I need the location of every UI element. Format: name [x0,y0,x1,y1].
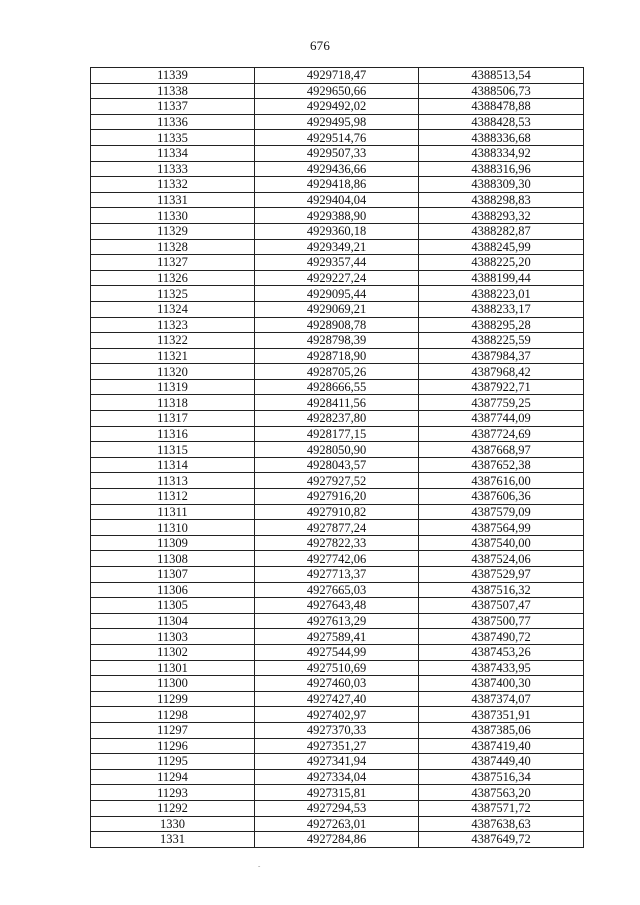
table-row [91,457,584,473]
point-number-cell: 11320 [91,364,255,380]
x-coordinate-cell: 4929718,47 [255,68,419,84]
table-row [91,629,584,645]
point-number-cell: 11293 [91,785,255,801]
point-number-cell: 11314 [91,457,255,473]
point-number-cell: 11310 [91,520,255,536]
x-coordinate-cell: 4928043,57 [255,457,419,473]
point-number-cell: 11315 [91,442,255,458]
x-coordinate-cell: 4927589,41 [255,629,419,645]
table-row [91,473,584,489]
y-coordinate-cell: 4387374,07 [419,691,584,707]
x-coordinate-cell: 4927643,48 [255,598,419,614]
point-number-cell: 11328 [91,239,255,255]
y-coordinate-cell: 4387500,77 [419,613,584,629]
point-number-cell: 11333 [91,161,255,177]
point-number-cell: 11339 [91,68,255,84]
table-row [91,769,584,785]
coordinates-table-body [91,68,584,848]
table-row [91,130,584,146]
x-coordinate-cell: 4929404,04 [255,192,419,208]
table-row [91,738,584,754]
x-coordinate-cell: 4927665,03 [255,582,419,598]
point-number-cell: 11295 [91,754,255,770]
y-coordinate-cell: 4388295,28 [419,317,584,333]
point-number-cell: 11326 [91,270,255,286]
y-coordinate-cell: 4387638,63 [419,816,584,832]
x-coordinate-cell: 4927460,03 [255,676,419,692]
y-coordinate-cell: 4387744,09 [419,411,584,427]
x-coordinate-cell: 4928705,26 [255,364,419,380]
x-coordinate-cell: 4929095,44 [255,286,419,302]
x-coordinate-cell: 4929388,90 [255,208,419,224]
table-row [91,301,584,317]
table-row [91,442,584,458]
y-coordinate-cell: 4387616,00 [419,473,584,489]
x-coordinate-cell: 4929357,44 [255,255,419,271]
coordinates-table [90,67,584,848]
footer-mark: - [258,862,261,870]
y-coordinate-cell: 4388293,32 [419,208,584,224]
x-coordinate-cell: 4929507,33 [255,145,419,161]
point-number-cell: 11309 [91,535,255,551]
point-number-cell: 11331 [91,192,255,208]
y-coordinate-cell: 4387419,40 [419,738,584,754]
table-row [91,722,584,738]
y-coordinate-cell: 4387540,00 [419,535,584,551]
x-coordinate-cell: 4927877,24 [255,520,419,536]
x-coordinate-cell: 4927510,69 [255,660,419,676]
table-row [91,426,584,442]
y-coordinate-cell: 4387453,26 [419,644,584,660]
x-coordinate-cell: 4927713,37 [255,567,419,583]
x-coordinate-cell: 4927315,81 [255,785,419,801]
point-number-cell: 11334 [91,145,255,161]
table-row [91,348,584,364]
y-coordinate-cell: 4387649,72 [419,832,584,848]
x-coordinate-cell: 4927263,01 [255,816,419,832]
y-coordinate-cell: 4388199,44 [419,270,584,286]
point-number-cell: 11292 [91,800,255,816]
x-coordinate-cell: 4927334,04 [255,769,419,785]
x-coordinate-cell: 4929227,24 [255,270,419,286]
x-coordinate-cell: 4927427,40 [255,691,419,707]
y-coordinate-cell: 4388478,88 [419,99,584,115]
table-row [91,83,584,99]
table-row [91,832,584,848]
table-row [91,177,584,193]
point-number-cell: 11318 [91,395,255,411]
table-row [91,504,584,520]
table-row [91,223,584,239]
point-number-cell: 11338 [91,83,255,99]
y-coordinate-cell: 4388336,68 [419,130,584,146]
point-number-cell: 11306 [91,582,255,598]
y-coordinate-cell: 4387351,91 [419,707,584,723]
x-coordinate-cell: 4927822,33 [255,535,419,551]
y-coordinate-cell: 4387652,38 [419,457,584,473]
point-number-cell: 11325 [91,286,255,302]
x-coordinate-cell: 4928411,56 [255,395,419,411]
x-coordinate-cell: 4928666,55 [255,379,419,395]
table-row [91,68,584,84]
x-coordinate-cell: 4929360,18 [255,223,419,239]
x-coordinate-cell: 4929495,98 [255,114,419,130]
y-coordinate-cell: 4388334,92 [419,145,584,161]
y-coordinate-cell: 4387606,36 [419,489,584,505]
table-row [91,535,584,551]
x-coordinate-cell: 4927613,29 [255,613,419,629]
table-row [91,270,584,286]
table-row [91,411,584,427]
table-row [91,395,584,411]
table-row [91,800,584,816]
table-row [91,317,584,333]
y-coordinate-cell: 4388223,01 [419,286,584,302]
x-coordinate-cell: 4929492,02 [255,99,419,115]
table-row [91,551,584,567]
y-coordinate-cell: 4388245,99 [419,239,584,255]
point-number-cell: 11323 [91,317,255,333]
x-coordinate-cell: 4927294,53 [255,800,419,816]
y-coordinate-cell: 4387922,71 [419,379,584,395]
y-coordinate-cell: 4387400,30 [419,676,584,692]
table-row [91,255,584,271]
y-coordinate-cell: 4387724,69 [419,426,584,442]
x-coordinate-cell: 4927916,20 [255,489,419,505]
y-coordinate-cell: 4387524,06 [419,551,584,567]
x-coordinate-cell: 4927341,94 [255,754,419,770]
point-number-cell: 11296 [91,738,255,754]
y-coordinate-cell: 4388316,96 [419,161,584,177]
x-coordinate-cell: 4928177,15 [255,426,419,442]
table-row [91,192,584,208]
table-row [91,598,584,614]
table-row [91,644,584,660]
point-number-cell: 11307 [91,567,255,583]
table-row [91,676,584,692]
y-coordinate-cell: 4387449,40 [419,754,584,770]
x-coordinate-cell: 4927402,97 [255,707,419,723]
table-row [91,286,584,302]
y-coordinate-cell: 4387668,97 [419,442,584,458]
y-coordinate-cell: 4388282,87 [419,223,584,239]
point-number-cell: 11300 [91,676,255,692]
x-coordinate-cell: 4929514,76 [255,130,419,146]
y-coordinate-cell: 4387563,20 [419,785,584,801]
point-number-cell: 11297 [91,722,255,738]
y-coordinate-cell: 4388233,17 [419,301,584,317]
table-row [91,239,584,255]
point-number-cell: 11322 [91,333,255,349]
y-coordinate-cell: 4388298,83 [419,192,584,208]
point-number-cell: 11311 [91,504,255,520]
point-number-cell: 11330 [91,208,255,224]
point-number-cell: 11336 [91,114,255,130]
table-row [91,333,584,349]
point-number-cell: 11299 [91,691,255,707]
x-coordinate-cell: 4929650,66 [255,83,419,99]
point-number-cell: 11298 [91,707,255,723]
x-coordinate-cell: 4929069,21 [255,301,419,317]
y-coordinate-cell: 4387516,32 [419,582,584,598]
y-coordinate-cell: 4387516,34 [419,769,584,785]
y-coordinate-cell: 4387433,95 [419,660,584,676]
y-coordinate-cell: 4388309,30 [419,177,584,193]
point-number-cell: 11317 [91,411,255,427]
point-number-cell: 11319 [91,379,255,395]
y-coordinate-cell: 4387984,37 [419,348,584,364]
table-row [91,379,584,395]
y-coordinate-cell: 4387759,25 [419,395,584,411]
table-row [91,145,584,161]
point-number-cell: 11304 [91,613,255,629]
table-row [91,613,584,629]
x-coordinate-cell: 4927910,82 [255,504,419,520]
table-row [91,520,584,536]
x-coordinate-cell: 4929349,21 [255,239,419,255]
point-number-cell: 11294 [91,769,255,785]
point-number-cell: 11316 [91,426,255,442]
y-coordinate-cell: 4388428,53 [419,114,584,130]
table-row [91,582,584,598]
x-coordinate-cell: 4927544,99 [255,644,419,660]
y-coordinate-cell: 4387571,72 [419,800,584,816]
point-number-cell: 11327 [91,255,255,271]
x-coordinate-cell: 4927742,06 [255,551,419,567]
point-number-cell: 11303 [91,629,255,645]
point-number-cell: 11312 [91,489,255,505]
table-row [91,364,584,380]
table-row [91,691,584,707]
table-row [91,161,584,177]
point-number-cell: 11324 [91,301,255,317]
x-coordinate-cell: 4928798,39 [255,333,419,349]
x-coordinate-cell: 4928237,80 [255,411,419,427]
y-coordinate-cell: 4388506,73 [419,83,584,99]
x-coordinate-cell: 4928050,90 [255,442,419,458]
table-row [91,489,584,505]
point-number-cell: 11335 [91,130,255,146]
y-coordinate-cell: 4388225,20 [419,255,584,271]
y-coordinate-cell: 4387968,42 [419,364,584,380]
point-number-cell: 11329 [91,223,255,239]
y-coordinate-cell: 4387529,97 [419,567,584,583]
point-number-cell: 11308 [91,551,255,567]
point-number-cell: 11337 [91,99,255,115]
y-coordinate-cell: 4387579,09 [419,504,584,520]
x-coordinate-cell: 4927284,86 [255,832,419,848]
table-row [91,660,584,676]
point-number-cell: 11301 [91,660,255,676]
x-coordinate-cell: 4927370,33 [255,722,419,738]
point-number-cell: 11321 [91,348,255,364]
page-number: 676 [309,38,331,53]
point-number-cell: 11313 [91,473,255,489]
point-number-cell: 11332 [91,177,255,193]
y-coordinate-cell: 4387564,99 [419,520,584,536]
table-row [91,99,584,115]
x-coordinate-cell: 4928718,90 [255,348,419,364]
point-number-cell: 1330 [91,816,255,832]
point-number-cell: 11305 [91,598,255,614]
table-row [91,567,584,583]
x-coordinate-cell: 4927351,27 [255,738,419,754]
table-row [91,208,584,224]
table-row [91,114,584,130]
y-coordinate-cell: 4388225,59 [419,333,584,349]
table-row [91,754,584,770]
x-coordinate-cell: 4929418,86 [255,177,419,193]
table-row [91,707,584,723]
x-coordinate-cell: 4927927,52 [255,473,419,489]
point-number-cell: 11302 [91,644,255,660]
x-coordinate-cell: 4928908,78 [255,317,419,333]
y-coordinate-cell: 4387490,72 [419,629,584,645]
y-coordinate-cell: 4387385,06 [419,722,584,738]
x-coordinate-cell: 4929436,66 [255,161,419,177]
table-row [91,816,584,832]
table-row [91,785,584,801]
y-coordinate-cell: 4387507,47 [419,598,584,614]
point-number-cell: 1331 [91,832,255,848]
y-coordinate-cell: 4388513,54 [419,68,584,84]
